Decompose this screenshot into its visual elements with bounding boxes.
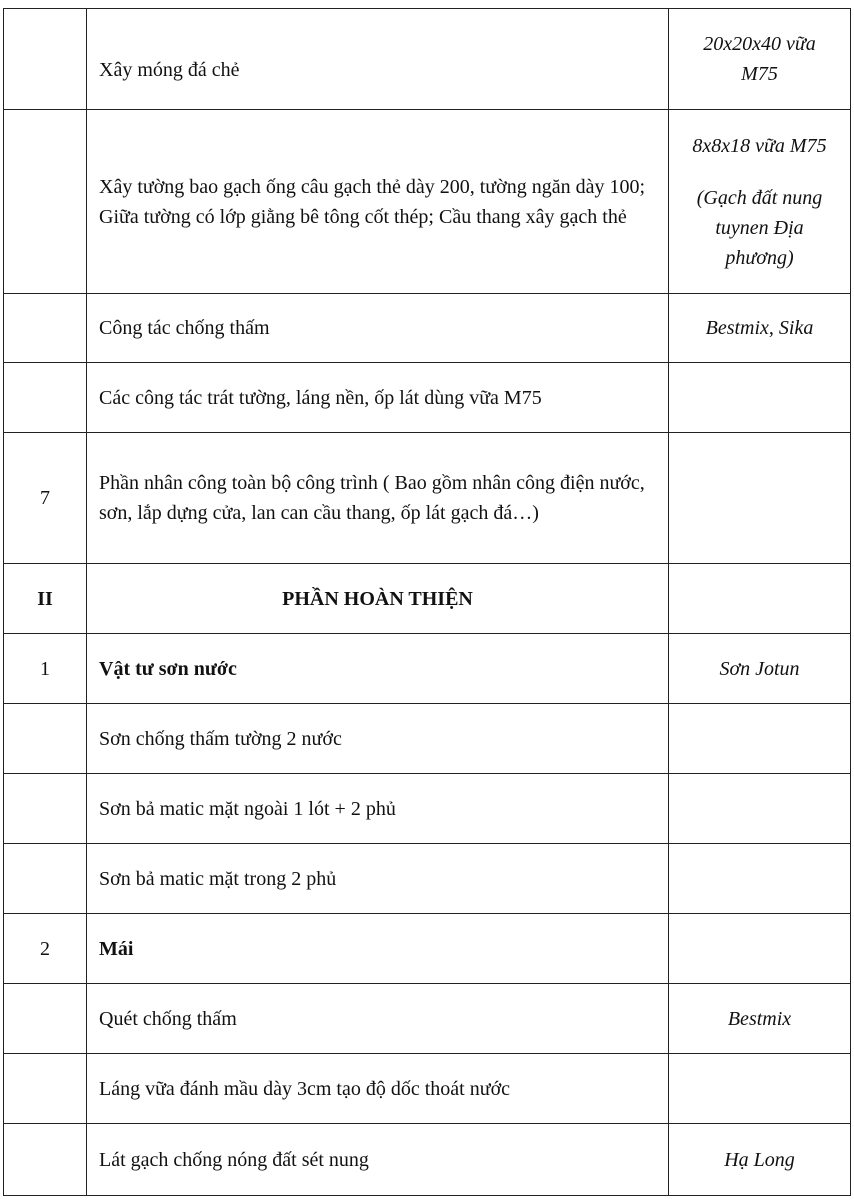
table-row <box>4 704 851 774</box>
table-row <box>4 433 851 564</box>
row-number <box>4 294 87 363</box>
table-row <box>4 363 851 433</box>
material-spec <box>669 844 851 914</box>
material-spec <box>669 9 851 110</box>
material-spec: Sơn Jotun <box>669 634 851 704</box>
table-row <box>4 984 851 1054</box>
row-number <box>4 844 87 914</box>
work-description: Công tác chống thấm <box>87 294 669 363</box>
row-number <box>4 704 87 774</box>
material-spec <box>669 1054 851 1124</box>
table-row <box>4 774 851 844</box>
work-description: Lát gạch chống nóng đất sét nung <box>87 1124 669 1196</box>
work-description: Xây móng đá chẻ <box>87 9 669 110</box>
material-line: 20x20x40 vữa <box>703 33 816 55</box>
row-number <box>4 984 87 1054</box>
category-title: Vật tư sơn nước <box>87 634 669 704</box>
material-spec <box>669 433 851 564</box>
specification-table <box>3 8 851 1196</box>
row-number <box>4 9 87 110</box>
table-row <box>4 844 851 914</box>
material-spec <box>669 110 851 294</box>
row-number: 7 <box>4 433 87 564</box>
row-number <box>4 110 87 294</box>
table-row <box>4 634 851 704</box>
work-description: Phần nhân công toàn bộ công trình ( Bao gồm nhân công điện nước, sơn, lắp dựng cửa, lan can cầu thang, ốp lát gạch đá…) <box>87 433 669 564</box>
table-row <box>4 914 851 984</box>
table-row <box>4 9 851 110</box>
row-number: 2 <box>4 914 87 984</box>
section-number: II <box>4 564 87 634</box>
row-number <box>4 1054 87 1124</box>
category-title: Mái <box>87 914 669 984</box>
material-line: tuynen Địa <box>715 216 804 239</box>
work-description: Quét chống thấm <box>87 984 669 1054</box>
material-spec <box>669 363 851 433</box>
material-spec: Bestmix <box>669 984 851 1054</box>
row-number <box>4 363 87 433</box>
row-number <box>4 774 87 844</box>
work-description: Sơn chống thấm tường 2 nước <box>87 704 669 774</box>
material-spec <box>669 774 851 844</box>
material-spec: Bestmix, Sika <box>669 294 851 363</box>
work-description: Sơn bả matic mặt ngoài 1 lót + 2 phủ <box>87 774 669 844</box>
section-title: PHẦN HOÀN THIỆN <box>87 564 669 634</box>
table-row <box>4 1124 851 1196</box>
table-row <box>4 1054 851 1124</box>
material-line: (Gạch đất nung <box>696 186 823 209</box>
work-description: Các công tác trát tường, láng nền, ốp lát dùng vữa M75 <box>87 363 669 433</box>
work-description: Sơn bả matic mặt trong 2 phủ <box>87 844 669 914</box>
table-row section-heading-row <box>4 564 851 634</box>
table-row <box>4 294 851 363</box>
material-spec <box>669 704 851 774</box>
material-line: phương) <box>725 246 794 269</box>
work-description: Láng vữa đánh mầu dày 3cm tạo độ dốc thoát nước <box>87 1054 669 1124</box>
material-spec <box>669 564 851 634</box>
work-description: Xây tường bao gạch ống câu gạch thẻ dày 200, tường ngăn dày 100; Giữa tường có lớp giằng bê tông cốt thép; Cầu thang xây gạch thẻ <box>87 110 669 294</box>
table-row <box>4 110 851 294</box>
row-number <box>4 1124 87 1196</box>
material-line: M75 <box>741 63 778 85</box>
material-spec <box>669 914 851 984</box>
row-number: 1 <box>4 634 87 704</box>
material-spec: Hạ Long <box>669 1124 851 1196</box>
material-line: 8x8x18 vữa M75 <box>692 134 827 157</box>
